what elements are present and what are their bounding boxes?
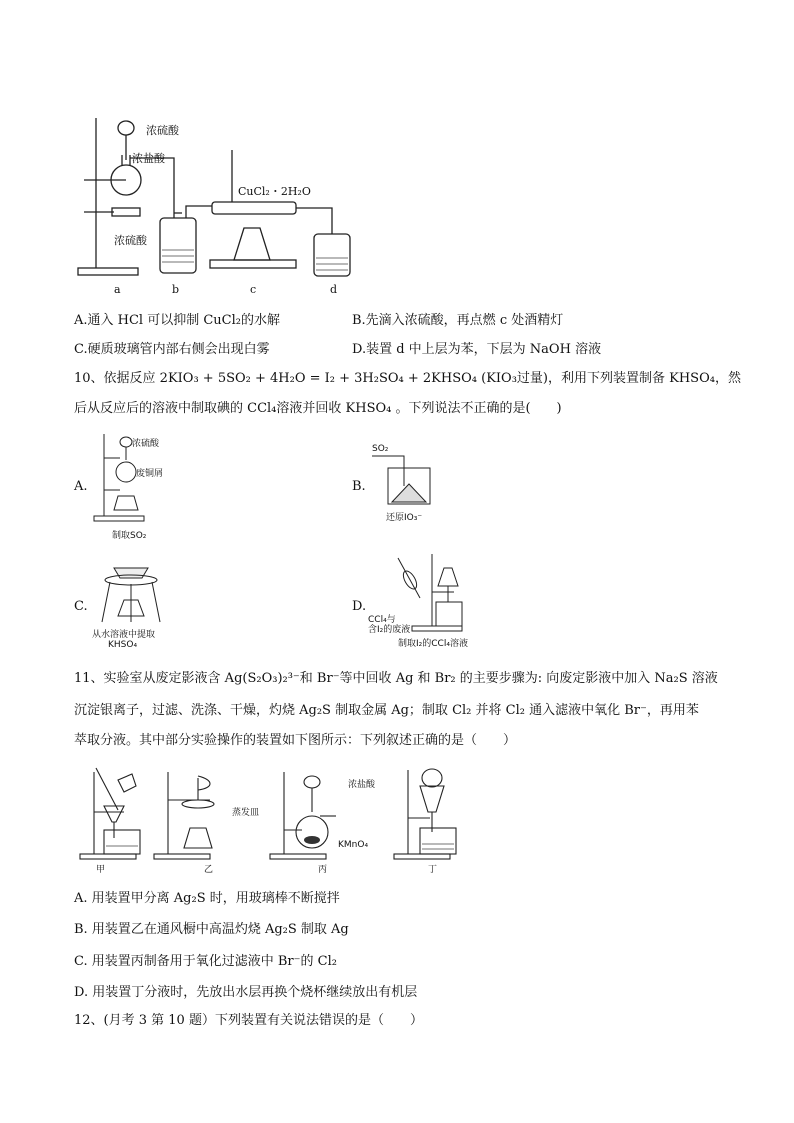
q11-label-yi: 乙 [204, 865, 214, 875]
q10-option-b-figure [370, 446, 440, 512]
q9-label-cucl2: CuCl₂・2H₂O [238, 185, 311, 198]
q10-b-caption: 还原IO₃⁻ [386, 513, 423, 523]
q10-c-caption-2: KHSO₄ [108, 640, 138, 650]
q10-b-label-top: SO₂ [372, 444, 389, 454]
q9-label-c: c [250, 283, 257, 296]
q10-c-caption-1: 从水溶液中提取 [92, 630, 156, 640]
q11-stem-line3: 萃取分液。其中部分实验操作的装置如下图所示：下列叙述正确的是（ ） [74, 733, 517, 748]
q9-label-b: b [172, 283, 180, 296]
q9-label-a: a [114, 283, 121, 296]
q10-stem-line1: 10、依据反应 2KIO₃ + 5SO₂ + 4H₂O = I₂ + 3H₂SO₄ + 2KHSO₄ (KIO₃过量)，利用下列装置制备 KHSO₄，然 [74, 371, 741, 386]
q11-label-ding: 丁 [428, 865, 438, 875]
q10-d-caption: 制取I₂的CCl₄溶液 [398, 639, 468, 649]
q9-label-hcl: 浓盐酸 [132, 152, 165, 165]
q11-label-bing: 丙 [318, 865, 328, 875]
q10-a-caption: 制取SO₂ [112, 531, 147, 541]
q10-d-label-2: 含I₂的废液 [368, 625, 411, 635]
q10-option-b-letter: B. [352, 479, 366, 494]
q9-option-a: A.通入 HCl 可以抑制 CuCl₂的水解 [74, 313, 280, 328]
q11-apparatus-figure [74, 766, 474, 868]
q11-stem-line1: 11、实验室从废定影液含 Ag(S₂O₃)₂³⁻和 Br⁻等中回收 Ag 和 Br₂ 的主要步骤为: 向废定影液中加入 Na₂S 溶液 [74, 671, 718, 686]
q12-stem: 12、(月考 3 第 10 题）下列装置有关说法错误的是（ ） [74, 1013, 423, 1028]
q11-option-d: D. 用装置丁分液时，先放出水层再换个烧杯继续放出有机层 [74, 985, 418, 1000]
q10-d-label-1: CCl₄与 [368, 615, 396, 625]
q10-a-label-top: 浓硫酸 [132, 439, 160, 449]
q9-option-c: C.硬质玻璃管内部右侧会出现白雾 [74, 342, 270, 357]
q11-label-hcl: 浓盐酸 [348, 780, 376, 790]
q9-option-b: B.先滴入浓硫酸，再点燃 c 处酒精灯 [352, 313, 564, 328]
q11-label-jia: 甲 [96, 865, 106, 875]
q9-label-d: d [330, 283, 338, 296]
q11-stem-line2: 沉淀银离子，过滤、洗涤、干燥，灼烧 Ag₂S 制取金属 Ag；制取 Cl₂ 并将 Cl₂ 通入滤液中氧化 Br⁻，再用苯 [74, 703, 699, 718]
q10-option-d-letter: D. [352, 599, 367, 614]
q9-option-d: D.装置 d 中上层为苯，下层为 NaOH 溶液 [352, 342, 602, 357]
q11-label-evaporating-dish: 蒸发皿 [232, 808, 260, 818]
q10-option-a-letter: A. [74, 479, 88, 494]
q9-apparatus-figure [74, 110, 364, 300]
q10-stem-line2: 后从反应后的溶液中制取碘的 CCl₄溶液并回收 KHSO₄ 。下列说法不正确的是( ) [74, 401, 562, 416]
q10-option-c-figure [96, 556, 166, 626]
q10-a-label-mid: 废铜屑 [136, 469, 164, 479]
q11-option-c: C. 用装置丙制备用于氧化过滤液中 Br⁻的 Cl₂ [74, 954, 337, 969]
q10-option-c-letter: C. [74, 599, 88, 614]
q11-option-a: A. 用装置甲分离 Ag₂S 时，用玻璃棒不断搅拌 [74, 891, 340, 906]
q11-label-kmno4: KMnO₄ [338, 840, 369, 850]
q9-label-bottle-acid: 浓硫酸 [114, 234, 147, 247]
q9-label-top-acid: 浓硫酸 [146, 124, 179, 137]
q11-option-b: B. 用装置乙在通风橱中高温灼烧 Ag₂S 制取 Ag [74, 922, 349, 937]
